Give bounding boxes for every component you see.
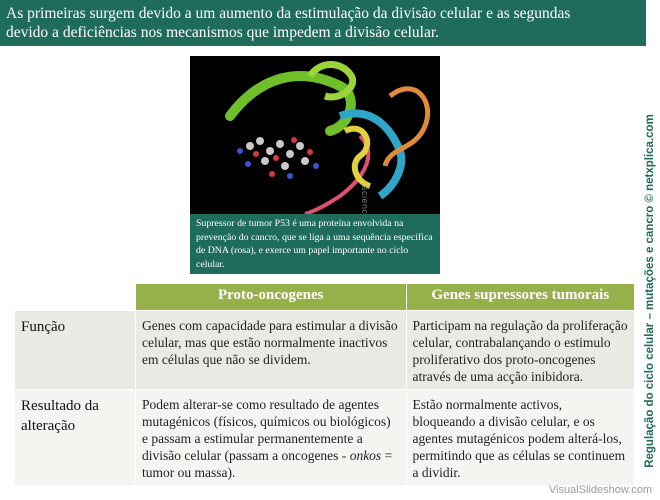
proto-resultado-text-b: = tumor ou massa). (142, 448, 393, 480)
row-label-funcao: Função (15, 311, 136, 390)
cell-proto-resultado (136, 390, 407, 486)
table-corner (15, 284, 136, 311)
proto-resultado-text-a: Podem alterar-se como resultado de agentes mutagénicos (físicos, químicos ou biológicos) e passam a estimular permanentemente a divisão celular (passam a oncogenes - (142, 397, 391, 463)
genes-comparison-table (14, 283, 635, 486)
banner-line-2: devido a deficiências nos mecanismos que impedem a divisão celular. (6, 24, 440, 41)
banner-line-1: As primeiras surgem devido a um aumento da estimulação da divisão celular e as segundas (6, 5, 571, 22)
cell-supressor-resultado: Estão normalmente activos, bloqueando a divisão celular, e os agentes mutagénicos podem alterá-los, permitindo que as células se continuem a dividir. (406, 390, 634, 486)
table-row (15, 390, 635, 486)
protein-illustration (190, 56, 440, 216)
proto-resultado-onkos: onkos (349, 448, 382, 463)
side-credit (641, 96, 659, 486)
cell-supressor-funcao: Participam na regulação da proliferação celular, contrabalançando o estimulo proliferativo dos proto-oncogenes através de uma acção inibidora. (406, 311, 634, 390)
figure-caption: Supressor de tumor P53 é uma proteína envolvida na prevenção do cancro, que se liga a uma sequência específica de DNA (rosa), e exerce um papel importante no ciclo celular. (190, 214, 440, 274)
row-label-resultado: Resultado da alteração (15, 390, 136, 486)
cell-proto-funcao: Genes com capacidade para estimular a divisão celular, mas que estão normalmente inactivos em células que não se dividem. (136, 311, 407, 390)
side-credit-text: Regulação do ciclo celular – mutações e cancro © netxplica.com (644, 114, 656, 468)
title-banner (0, 0, 646, 46)
footer-watermark: VisualSlideshow.com (548, 484, 652, 496)
header-genes-supressores: Genes supressores tumorais (406, 284, 634, 311)
table-row (15, 311, 635, 390)
header-proto-oncogenes: Proto-oncogenes (136, 284, 407, 311)
